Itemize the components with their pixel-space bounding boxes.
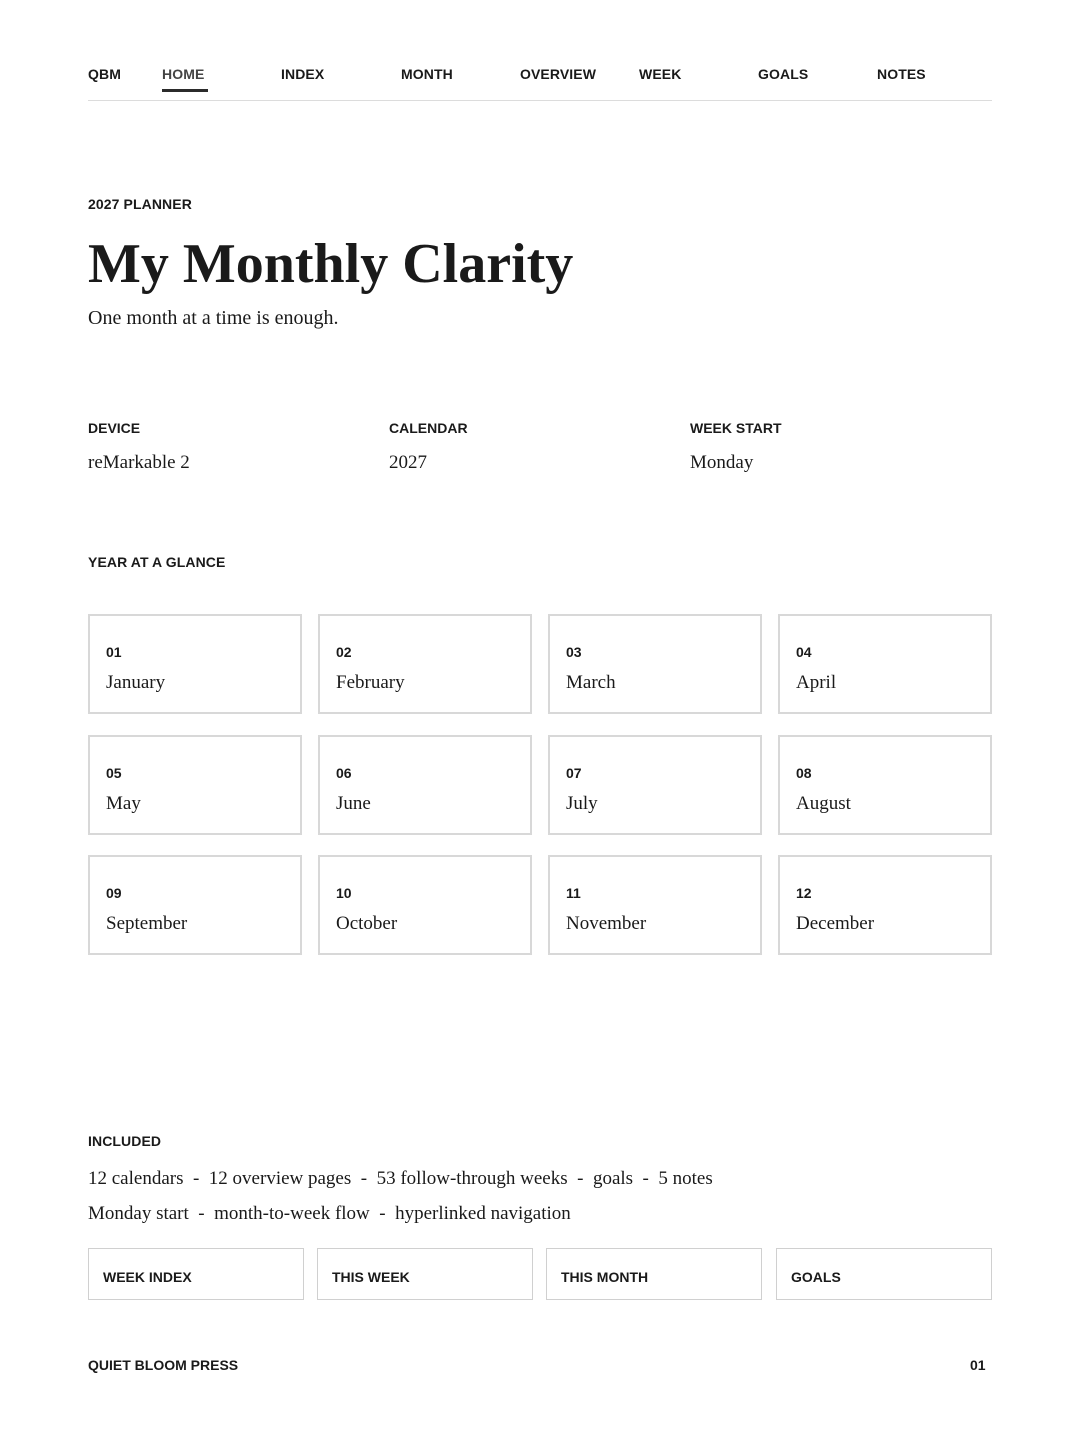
month-number: 03 (566, 644, 582, 660)
meta-week-start-value: Monday (690, 452, 754, 473)
month-card-june[interactable] (318, 735, 532, 835)
this-week-button-label: THIS WEEK (332, 1269, 410, 1285)
month-card-december[interactable] (778, 855, 992, 955)
month-number: 01 (106, 644, 122, 660)
month-number: 07 (566, 765, 582, 781)
publisher-name: QUIET BLOOM PRESS (88, 1357, 239, 1373)
week-index-button-label: WEEK INDEX (103, 1269, 192, 1285)
meta-calendar-value: 2027 (389, 452, 427, 473)
month-name: November (566, 913, 647, 934)
month-number: 08 (796, 765, 812, 781)
month-number: 04 (796, 644, 812, 660)
meta-week-start-label: WEEK START (690, 420, 782, 436)
month-name: June (336, 793, 371, 814)
nav-tab-goals[interactable]: GOALS (758, 66, 809, 82)
month-name: August (796, 793, 851, 814)
top-nav (88, 0, 992, 101)
page-number: 01 (970, 1357, 986, 1373)
this-month-button-label: THIS MONTH (561, 1269, 649, 1285)
nav-tab-week[interactable]: WEEK (639, 66, 682, 82)
month-name: April (796, 672, 837, 693)
goals-button[interactable] (776, 1248, 992, 1300)
month-name: January (106, 672, 166, 693)
nav-tab-home[interactable]: HOME (162, 66, 205, 82)
month-number: 12 (796, 885, 812, 901)
month-number: 10 (336, 885, 352, 901)
month-number: 02 (336, 644, 352, 660)
month-card-january[interactable] (88, 614, 302, 714)
month-number: 05 (106, 765, 122, 781)
goals-button-label: GOALS (791, 1269, 841, 1285)
nav-tab-month[interactable]: MONTH (401, 66, 453, 82)
page-subtitle: One month at a time is enough. (88, 307, 339, 329)
month-card-september[interactable] (88, 855, 302, 955)
nav-tab-index[interactable]: INDEX (281, 66, 325, 82)
month-name: December (796, 913, 875, 934)
this-month-button[interactable] (546, 1248, 762, 1300)
month-name: May (106, 793, 141, 814)
month-name: February (336, 672, 405, 693)
month-card-may[interactable] (88, 735, 302, 835)
this-week-button[interactable] (317, 1248, 533, 1300)
nav-brand-qbm[interactable]: QBM (88, 66, 121, 82)
month-number: 06 (336, 765, 352, 781)
page-title: My Monthly Clarity (88, 233, 574, 295)
meta-device (88, 420, 368, 474)
included-heading: INCLUDED (88, 1133, 162, 1149)
month-card-march[interactable] (548, 614, 762, 714)
meta-calendar-label: CALENDAR (389, 420, 468, 436)
month-name: March (566, 672, 616, 693)
included-contents-line: 12 calendars - 12 overview pages - 53 follow-through weeks - goals - 5 notes (88, 1168, 713, 1189)
month-name: September (106, 913, 188, 934)
month-card-august[interactable] (778, 735, 992, 835)
month-card-april[interactable] (778, 614, 992, 714)
meta-week-start (690, 420, 970, 474)
month-name: October (336, 913, 398, 934)
month-card-november[interactable] (548, 855, 762, 955)
year-at-a-glance-heading: YEAR AT A GLANCE (88, 554, 226, 570)
month-card-february[interactable] (318, 614, 532, 714)
nav-tab-overview[interactable]: OVERVIEW (520, 66, 597, 82)
meta-device-value: reMarkable 2 (88, 452, 190, 473)
active-tab-indicator (162, 89, 208, 92)
month-name: July (566, 793, 598, 814)
month-card-july[interactable] (548, 735, 762, 835)
month-number: 11 (566, 885, 581, 901)
nav-tab-notes[interactable]: NOTES (877, 66, 926, 82)
month-card-october[interactable] (318, 855, 532, 955)
month-number: 09 (106, 885, 122, 901)
meta-calendar (389, 420, 669, 474)
week-index-button[interactable] (88, 1248, 304, 1300)
planner-year-label: 2027 PLANNER (88, 196, 192, 212)
included-features-line: Monday start - month-to-week flow - hyperlinked navigation (88, 1203, 571, 1224)
meta-device-label: DEVICE (88, 420, 141, 436)
